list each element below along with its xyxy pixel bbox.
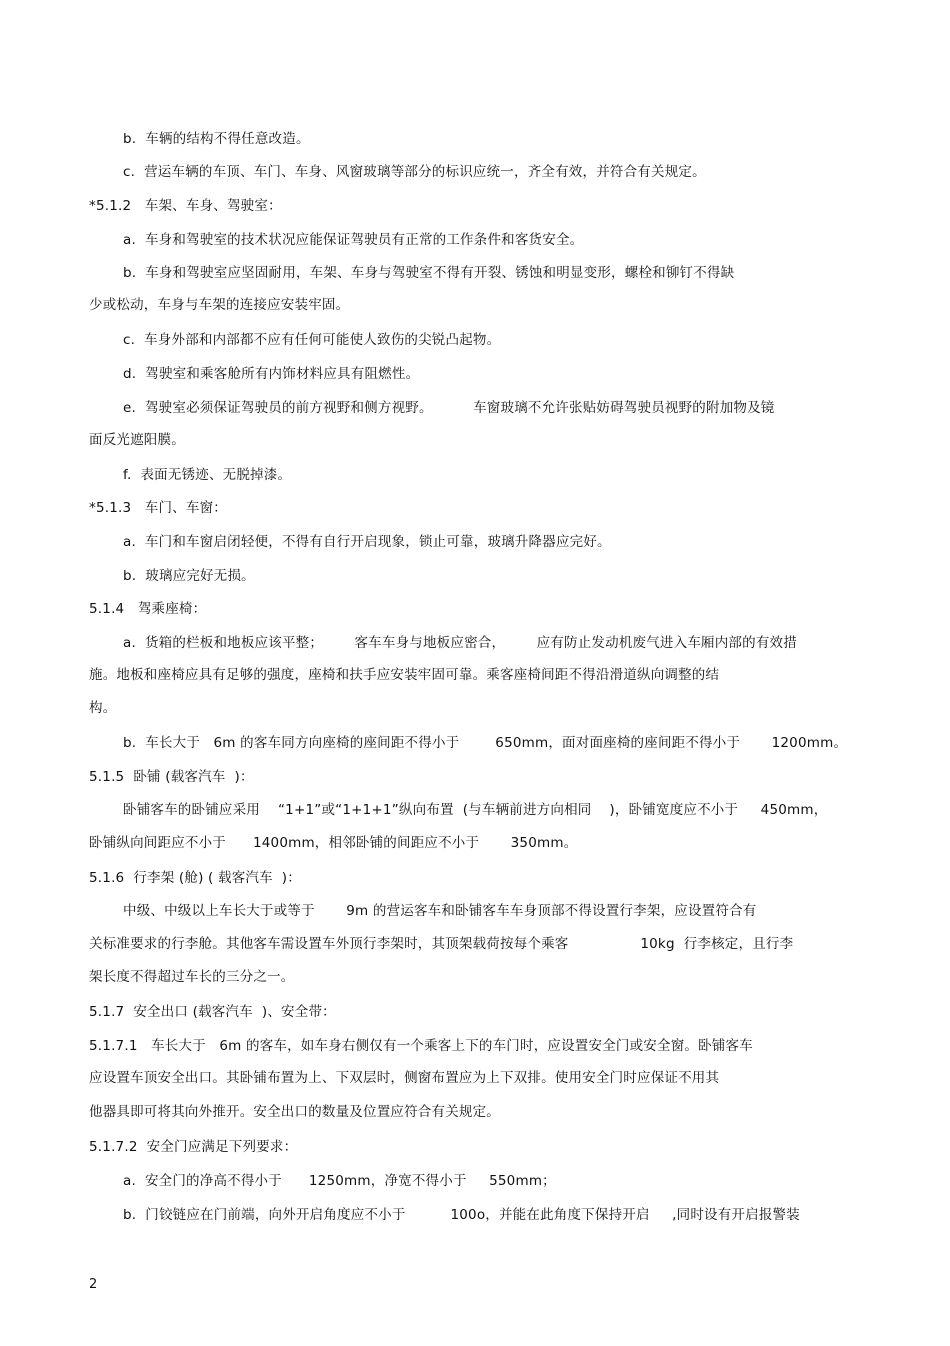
section-heading: 5.1.7.2 安全门应满足下列要求：	[89, 1139, 298, 1155]
text-line: c. 车身外部和内部都不应有任何可能使人致伤的尖锐凸起物。	[123, 332, 501, 348]
text-line: 构。	[89, 700, 117, 716]
text-line: b. 车身和驾驶室应坚固耐用，车架、车身与驾驶室不得有开裂、锈蚀和明显变形，螺栓和铆钉不得缺	[123, 265, 735, 281]
text-line: 施。地板和座椅应具有足够的强度，座椅和扶手应安装牢固可靠。乘客座椅间距不得沿滑道纵向调整的结	[89, 667, 720, 683]
section-heading: *5.1.2 车架、车身、驾驶室：	[89, 198, 282, 214]
text-line: f. 表面无锈迹、无脱掉漆。	[123, 467, 292, 483]
text-line: a. 安全门的净高不得小于 1250mm，净宽不得小于 550mm；	[123, 1173, 556, 1189]
text-line: 少或松动，车身与车架的连接应安装牢固。	[89, 297, 350, 313]
text-line: 中级、中级以上车长大于或等于 9m 的营运客车和卧铺客车车身顶部不得设置行李架，应设置符合有	[123, 903, 757, 919]
text-line: c. 营运车辆的车顶、车门、车身、风窗玻璃等部分的标识应统一，齐全有效，并符合有关规定。	[123, 164, 706, 180]
section-heading: *5.1.3 车门、车窗：	[89, 500, 227, 516]
text-line: b. 门铰链应在门前端，向外开启角度应不小于 100o，并能在此角度下保持开启 ,同时设有开启报警装	[123, 1207, 800, 1223]
section-heading: 5.1.4 驾乘座椅：	[89, 601, 207, 617]
text-line: b. 玻璃应完好无损。	[123, 568, 255, 584]
text-line: 面反光遮阳膜。	[89, 432, 185, 448]
text-line: a. 车门和车窗启闭轻便，不得有自行开启现象，锁止可靠，玻璃升降器应完好。	[123, 534, 611, 550]
section-heading: 5.1.6 行李架 (舱) ( 载客汽车 )：	[89, 870, 301, 886]
text-line: 卧铺纵向间距应不小于 1400mm，相邻卧铺的间距应不小于 350mm。	[89, 835, 578, 851]
section-heading: 5.1.7 安全出口 (载客汽车 )、安全带：	[89, 1004, 336, 1020]
text-line: b. 车长大于 6m 的客车同方向座椅的座间距不得小于 650mm，面对面座椅的座间距不得小于 1200mm。	[123, 735, 848, 751]
text-line: 他器具即可将其向外推开。安全出口的数量及位置应符合有关规定。	[89, 1104, 500, 1120]
text-line: 卧铺客车的卧铺应采用 “1+1”或“1+1+1”纵向布置 (与车辆前进方向相同 )，卧铺宽度应不小于 450mm，	[123, 802, 828, 818]
text-line: 关标准要求的行李舱。其他客车需设置车外顶行李架时，其顶架载荷按每个乘客 10kg 行李核定，且行李	[89, 936, 794, 952]
text-line: a. 货箱的栏板和地板应该平整； 客车车身与地板应密合， 应有防止发动机废气进入车厢内部的有效措	[123, 635, 797, 651]
page-number: 2	[89, 1277, 98, 1292]
text-line: e. 驾驶室必须保证驾驶员的前方视野和侧方视野。 车窗玻璃不允许张贴妨碍驾驶员视野的附加物及镜	[123, 400, 775, 416]
text-line: a. 车身和驾驶室的技术状况应能保证驾驶员有正常的工作条件和客货安全。	[123, 232, 584, 248]
text-line: d. 驾驶室和乘客舱所有内饰材料应具有阻燃性。	[123, 366, 420, 382]
text-line: b. 车辆的结构不得任意改造。	[123, 131, 310, 147]
text-line: 5.1.7.1 车长大于 6m 的客车，如车身右侧仅有一个乘客上下的车门时，应设置安全门或安全窗。卧铺客车	[89, 1038, 753, 1054]
text-line: 应设置车顶安全出口。其卧铺布置为上、下双层时，侧窗布置应为上下双排。使用安全门时应保证不用其	[89, 1070, 720, 1086]
section-heading: 5.1.5 卧铺 (载客汽车 )：	[89, 769, 254, 785]
text-line: 架长度不得超过车长的三分之一。	[89, 969, 295, 985]
